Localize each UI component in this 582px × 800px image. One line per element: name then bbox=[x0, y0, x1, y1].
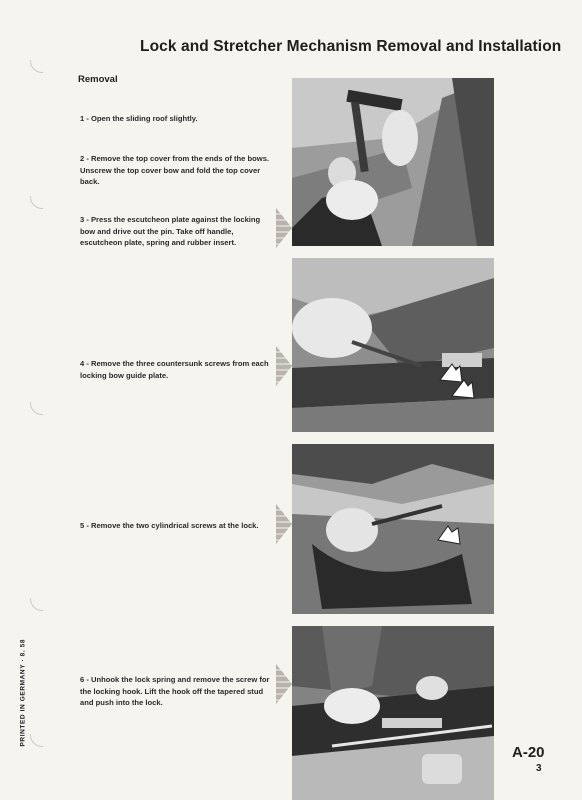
page-title: Lock and Stretcher Mechanism Removal and Installation bbox=[140, 38, 562, 55]
pointer-arrow-icon bbox=[276, 208, 292, 248]
page-number: 3 bbox=[536, 763, 542, 774]
binder-mark bbox=[30, 60, 43, 73]
step-2: 2 - Remove the top cover from the ends of the bows. Unscrew the top cover bow and fold the top cover back. bbox=[80, 154, 270, 186]
printer-imprint: PRINTED IN GERMANY · 8. 58 bbox=[19, 638, 27, 747]
pointer-arrow-icon bbox=[276, 504, 292, 544]
step-4: 4 - Remove the three countersunk screws from each locking bow guide plate. bbox=[80, 359, 269, 380]
binder-mark bbox=[30, 402, 43, 415]
photo-guide-plate-screws bbox=[292, 258, 494, 432]
binder-mark bbox=[30, 196, 43, 209]
pointer-arrow-icon bbox=[276, 346, 292, 386]
step-1: 1 - Open the sliding roof slightly. bbox=[80, 114, 198, 123]
photo-hammer-pin bbox=[292, 78, 494, 246]
photo-lock-screws bbox=[292, 444, 494, 614]
pointer-arrow-icon bbox=[276, 664, 292, 704]
page-code: A-20 bbox=[512, 744, 545, 761]
photo-lock-spring bbox=[292, 626, 494, 800]
step-6: 6 - Unhook the lock spring and remove the screw for the locking hook. Lift the hook off the tapered stud and push into the lock. bbox=[80, 675, 270, 707]
binder-mark bbox=[30, 734, 43, 747]
binder-mark bbox=[30, 598, 43, 611]
step-3: 3 - Press the escutcheon plate against the locking bow and drive out the pin. Take off handle, escutcheon plate, spring and rubber insert. bbox=[80, 215, 261, 247]
step-5: 5 - Remove the two cylindrical screws at the lock. bbox=[80, 521, 259, 530]
section-heading: Removal bbox=[78, 74, 118, 85]
